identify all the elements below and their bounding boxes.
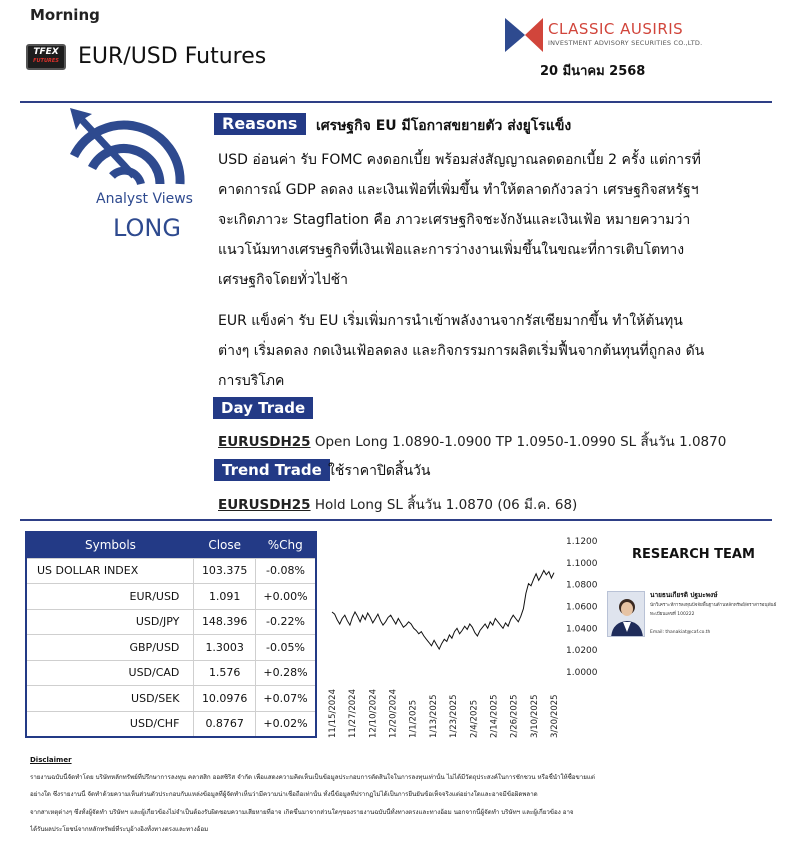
table-row bbox=[26, 558, 316, 584]
y-tick-label: 1.0400 bbox=[566, 624, 598, 635]
disclaimer-line: จากสาเหตุต่างๆ ซึ่งทั้งผู้จัดทำ บริษัทฯ และผู้เกี่ยวข้องไม่จำเป็นต้องรับผิดชอบความเสียหายที่อาจ เกิดขึ้นมาจากส่วนใดๆของรายงานฉบับนี้ทั้งทางตรงและทางอ้อม นอกจากนี้ผู้จัดทำ บริษัทฯ และผู้เกี่ยวข้อง อาจ bbox=[30, 809, 574, 816]
tfex-logo bbox=[26, 44, 66, 70]
symbol-cell: EUR/USD bbox=[26, 584, 194, 610]
change-cell: -0.05% bbox=[255, 635, 316, 661]
analyst-email: Email: thanakiat@caf.co.th bbox=[650, 630, 711, 635]
y-tick-label: 1.0600 bbox=[566, 602, 598, 613]
table-row bbox=[26, 635, 316, 661]
change-cell: -0.08% bbox=[255, 558, 316, 584]
reason-line: USD อ่อนค่า รับ FOMC คงดอกเบี้ย พร้อมส่งสัญญาณลดดอกเบี้ย 2 ครั้ง แต่การที่ bbox=[218, 152, 701, 168]
reasons-paragraph-usd bbox=[218, 145, 768, 295]
close-cell: 1.576 bbox=[194, 660, 256, 686]
day-trade-tag: Day Trade bbox=[213, 397, 313, 419]
x-tick-label: 3/20/2025 bbox=[550, 694, 560, 738]
column-header: %Chg bbox=[255, 532, 316, 558]
disclaimer-title: Disclaimer bbox=[30, 756, 72, 764]
day-trade-text: Open Long 1.0890-1.0900 TP 1.0950-1.0990 SL สิ้นวัน 1.0870 bbox=[310, 434, 727, 450]
trend-trade-line bbox=[218, 493, 577, 515]
report-date: 20 มีนาคม 2568 bbox=[540, 64, 646, 79]
table-row bbox=[26, 584, 316, 610]
table-header-row bbox=[26, 532, 316, 558]
close-cell: 0.8767 bbox=[194, 711, 256, 737]
target-arrow-icon bbox=[62, 106, 192, 186]
symbol-cell: USD/CHF bbox=[26, 711, 194, 737]
quotes-table bbox=[25, 531, 317, 738]
reasons-paragraph-eur bbox=[218, 306, 768, 396]
column-header: Close bbox=[194, 532, 256, 558]
x-tick-label: 1/23/2025 bbox=[449, 694, 460, 738]
symbol-cell: GBP/USD bbox=[26, 635, 194, 661]
change-cell: -0.22% bbox=[255, 609, 316, 635]
x-tick-label: 12/10/2024 bbox=[368, 689, 379, 738]
section-divider bbox=[20, 519, 772, 521]
table-row bbox=[26, 609, 316, 635]
y-tick-label: 1.1000 bbox=[566, 558, 598, 569]
analyst-license: ทะเบียนเลขที่ 100222 bbox=[650, 612, 695, 617]
reasons-tag: Reasons bbox=[214, 113, 306, 135]
trend-trade-note: ใช้ราคาปิดสิ้นวัน bbox=[328, 463, 431, 479]
price-line-chart bbox=[320, 527, 600, 742]
trend-trade-tag: Trend Trade bbox=[214, 459, 330, 481]
reason-line: ต่างๆ เริ่มลดลง กดเงินเฟ้อลดลง และกิจกรรมการผลิตเริ่มฟื้นจากต้นทุนที่ถูกลง ดัน bbox=[218, 343, 705, 359]
brand-logo-icon bbox=[503, 14, 545, 56]
reason-line: จะเกิดภาวะ Stagflation คือ ภาวะเศรษฐกิจชะงักงันและเงินเฟ้อ หมายความว่า bbox=[218, 212, 691, 228]
y-tick-label: 1.0800 bbox=[566, 580, 598, 591]
person-icon bbox=[608, 592, 645, 637]
close-cell: 1.3003 bbox=[194, 635, 256, 661]
x-tick-label: 2/4/2025 bbox=[469, 699, 480, 738]
close-cell: 1.091 bbox=[194, 584, 256, 610]
symbol-cell: USD/CAD bbox=[26, 660, 194, 686]
reason-line: EUR แข็งค่า รับ EU เริ่มเพิ่มการนำเข้าพลังงานจากรัสเซียมากขึ้น ทำให้ต้นทุน bbox=[218, 313, 683, 329]
header-divider bbox=[20, 101, 772, 103]
x-tick-label: 1/1/2025 bbox=[408, 699, 419, 738]
brand-subtitle: INVESTMENT ADVISORY SECURITIES CO.,LTD. bbox=[548, 39, 703, 47]
x-tick-label: 2/14/2025 bbox=[489, 694, 500, 738]
reason-line: คาดการณ์ GDP ลดลง และเงินเฟ้อที่เพิ่มขึ้น ทำให้ตลาดกังวลว่า เศรษฐกิจสหรัฐฯ bbox=[218, 182, 699, 198]
reasons-headline: เศรษฐกิจ EU มีโอกาสขยายตัว ส่งยูโรแข็ง bbox=[316, 118, 572, 134]
reason-line: เศรษฐกิจโดยทั่วไปช้า bbox=[218, 272, 349, 288]
disclaimer-line: อย่างใด ซึ่งรายงานนี้ จัดทำด้วยความเห็นส่วนตัวประกอบกับแหล่งข้อมูลที่ผู้จัดทำเห็นว่ามีความน่าเชื่อถือเท่านั้น ทั้งนี้ข้อมูลที่ปรากฏไม่ได้เป็นการยืนยันข้อเท็จจริงแต่อย่างใดและอาจมีข้อผิดพลาด bbox=[30, 791, 538, 798]
stance-label: LONG bbox=[113, 214, 181, 242]
x-tick-label: 3/10/2025 bbox=[529, 694, 540, 738]
x-tick-label: 12/20/2024 bbox=[388, 689, 399, 738]
day-trade-line bbox=[218, 430, 726, 452]
change-cell: +0.28% bbox=[255, 660, 316, 686]
symbol-cell: USD/SEK bbox=[26, 686, 194, 712]
column-header: Symbols bbox=[26, 532, 194, 558]
symbol-cell: USD/JPY bbox=[26, 609, 194, 635]
analyst-avatar bbox=[607, 591, 645, 637]
y-tick-label: 1.0000 bbox=[566, 668, 598, 678]
x-tick-label: 11/27/2024 bbox=[348, 689, 359, 738]
analyst-views-label: Analyst Views bbox=[96, 191, 193, 207]
y-tick-label: 1.0200 bbox=[566, 646, 598, 657]
x-tick-label: 2/26/2025 bbox=[509, 694, 520, 738]
table-row bbox=[26, 686, 316, 712]
research-team-title: RESEARCH TEAM bbox=[632, 547, 755, 562]
price-series-line bbox=[332, 571, 554, 650]
session-label: Morning bbox=[30, 6, 100, 24]
table-row bbox=[26, 660, 316, 686]
day-trade-symbol: EURUSDH25 bbox=[218, 434, 311, 450]
change-cell: +0.07% bbox=[255, 686, 316, 712]
close-cell: 10.0976 bbox=[194, 686, 256, 712]
brand-name: CLASSIC AUSIRIS bbox=[548, 20, 684, 38]
x-tick-label: 11/15/2024 bbox=[328, 689, 338, 738]
close-cell: 103.375 bbox=[194, 558, 256, 584]
trend-trade-symbol: EURUSDH25 bbox=[218, 497, 311, 513]
analyst-name: นายธนเกียรติ ปฐมะพงษ์ bbox=[650, 591, 718, 599]
table-row bbox=[26, 711, 316, 737]
close-cell: 148.396 bbox=[194, 609, 256, 635]
reason-line: แนวโน้มทางเศรษฐกิจที่เงินเฟ้อและการว่างงานเพิ่มขึ้นในขณะที่การเติบโตทาง bbox=[218, 242, 685, 258]
reason-line: การบริโภค bbox=[218, 373, 285, 389]
change-cell: +0.00% bbox=[255, 584, 316, 610]
change-cell: +0.02% bbox=[255, 711, 316, 737]
tfex-logo-sub: FUTURES bbox=[33, 58, 59, 64]
tfex-logo-text: TFEX bbox=[33, 47, 59, 57]
trend-trade-text: Hold Long SL สิ้นวัน 1.0870 (06 มี.ค. 68) bbox=[310, 497, 578, 513]
x-tick-label: 1/13/2025 bbox=[428, 694, 439, 738]
analyst-title: นักวิเคราะห์การลงทุนปัจจัยพื้นฐานด้านหลักทรัพย์/ตราสารอนุพันธ์ bbox=[650, 603, 777, 608]
disclaimer-line: รายงานฉบับนี้จัดทำโดย บริษัทหลักทรัพย์ที่ปรึกษาการลงทุน คลาสสิก ออสซิริส จำกัด เพื่อแสดงความคิดเห็นเป็นข้อมูลประกอบการตัดสินใจในการลงทุนเท่านั้น ไม่ได้มีวัตถุประสงค์ในการชักชวน หรือชี้นำให้ซื้อขายแต่ bbox=[30, 774, 595, 781]
disclaimer-line: ได้รับผลประโยชน์จากหลักทรัพย์ที่ระบุอ้างอิงทั้งทางตรงและทางอ้อม bbox=[30, 826, 209, 833]
y-tick-label: 1.1200 bbox=[566, 537, 598, 547]
symbol-cell: US DOLLAR INDEX bbox=[26, 558, 194, 584]
page-title: EUR/USD Futures bbox=[78, 44, 267, 69]
